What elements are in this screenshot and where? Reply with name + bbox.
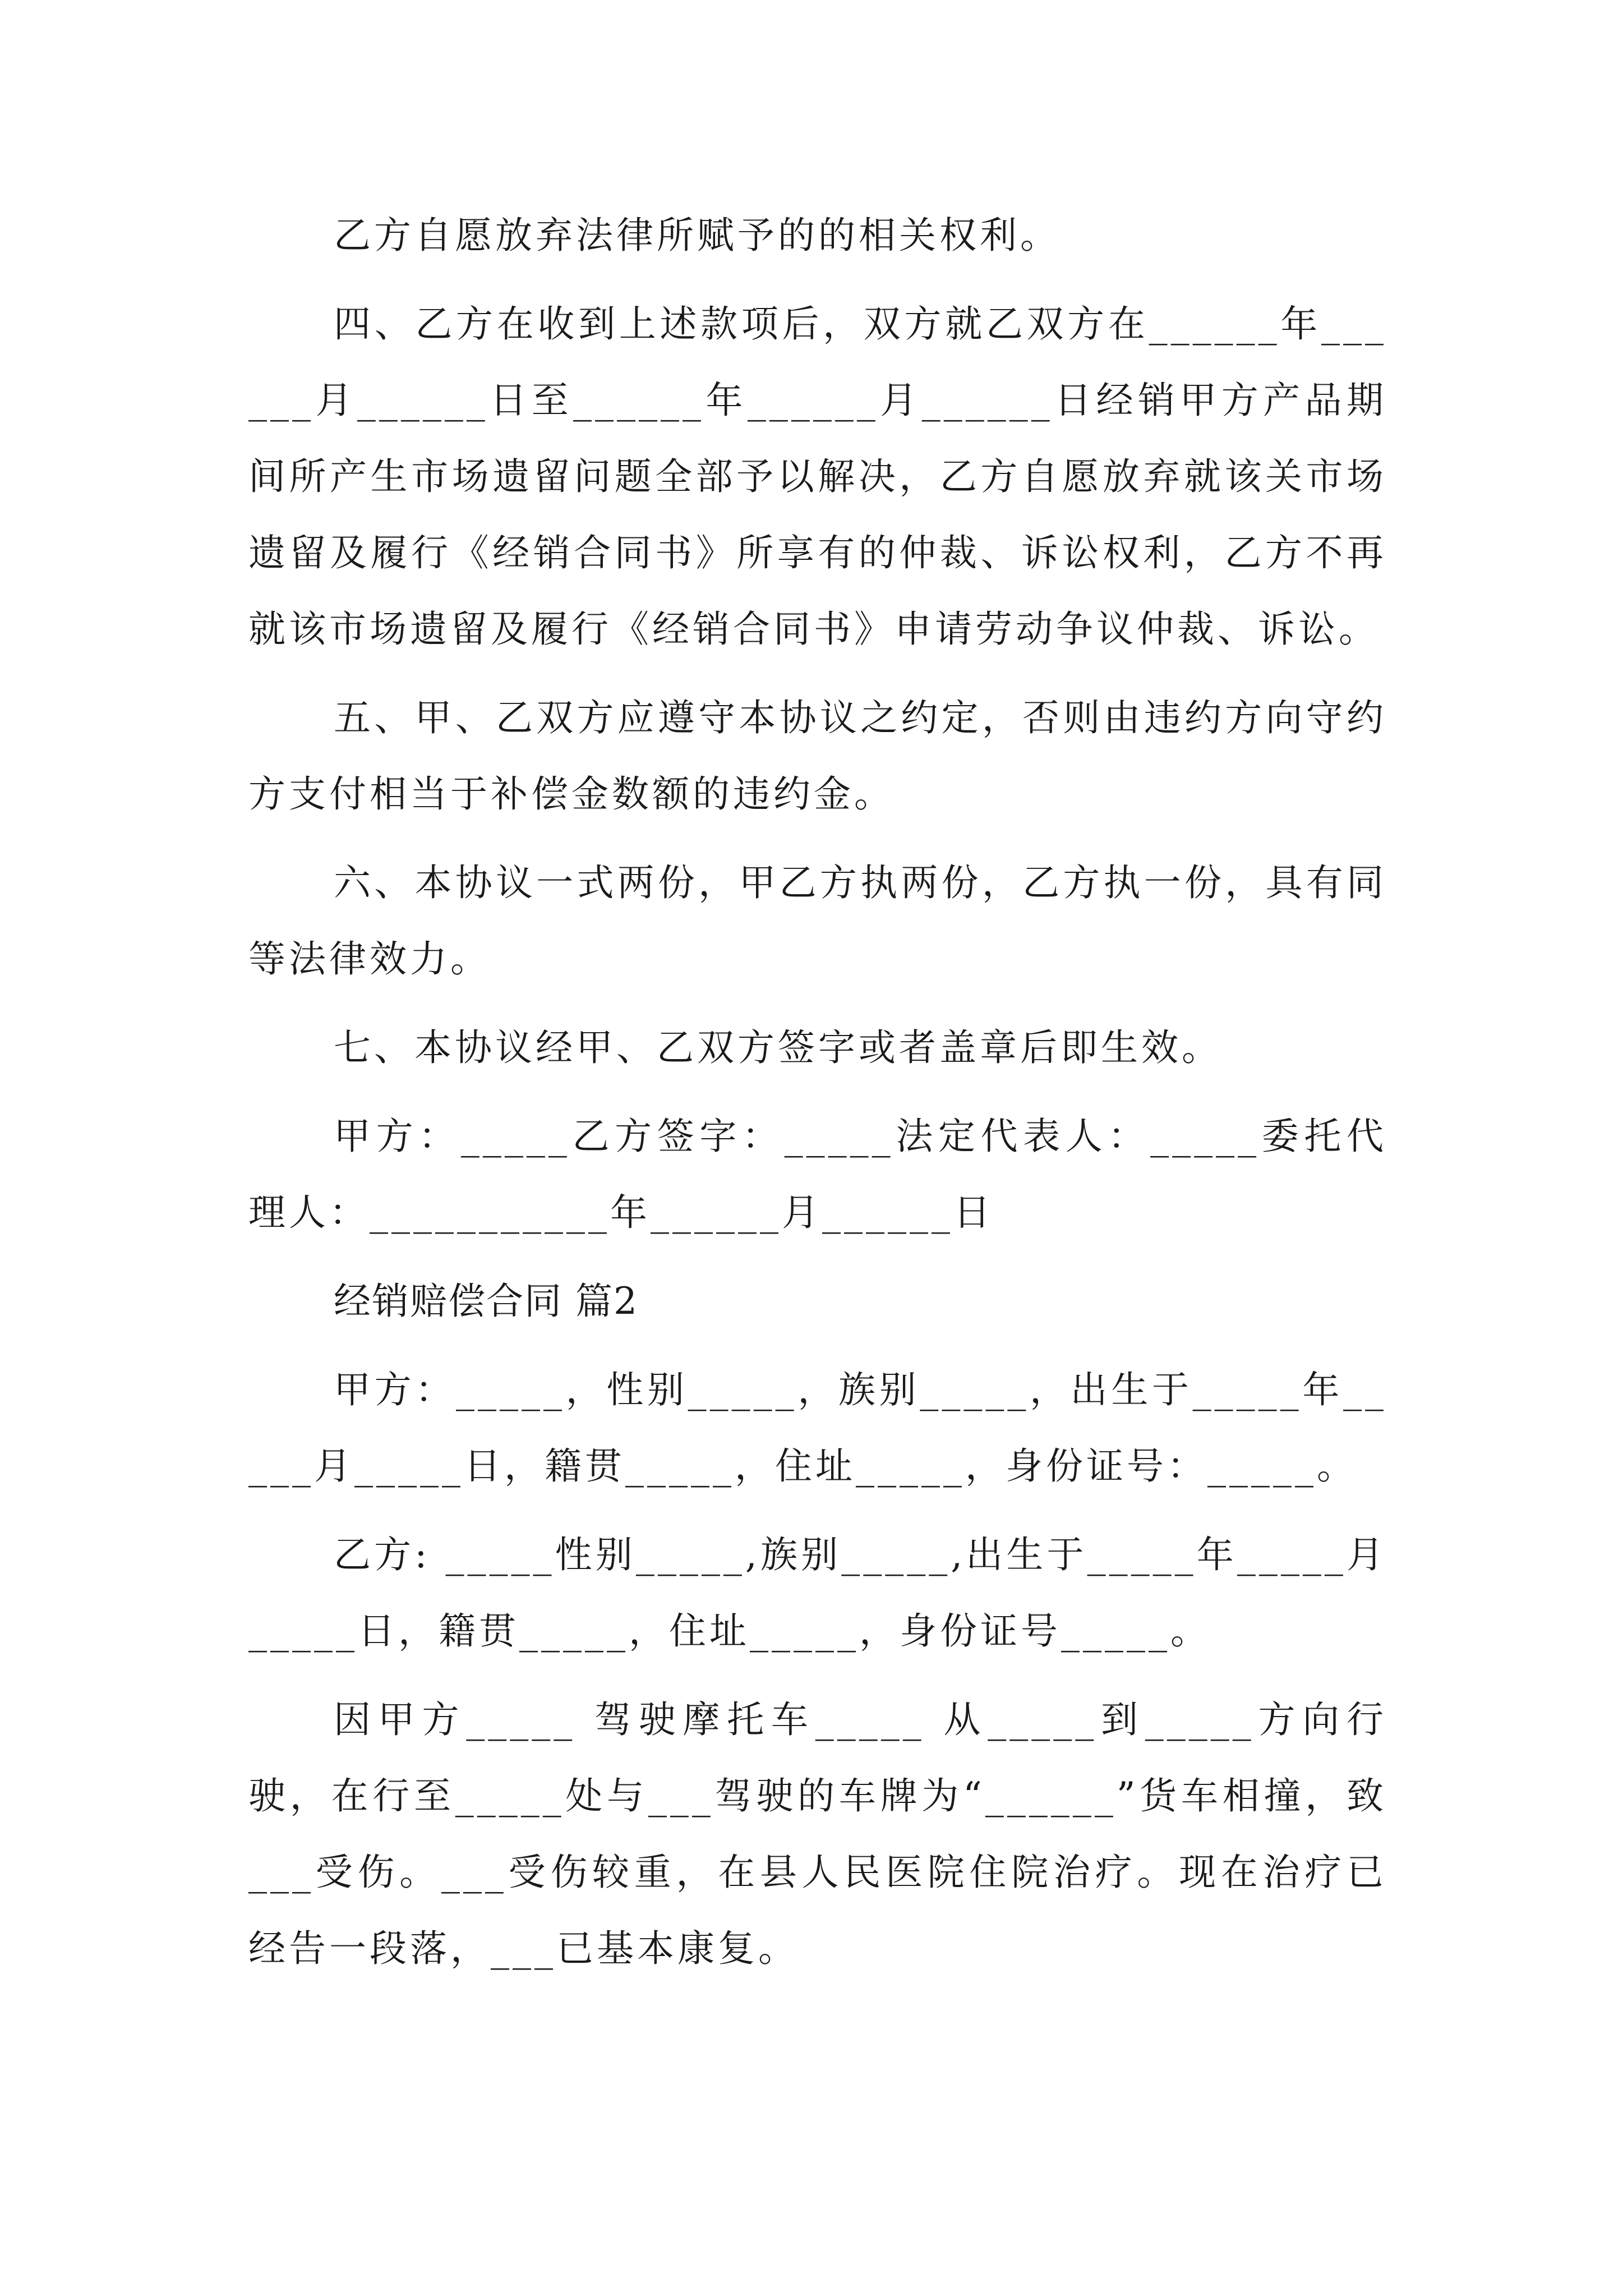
document-page xyxy=(248,197,1387,1999)
party-b-info: 乙方: _____性别_____,族别_____,出生于_____年_____月_____日，籍贯_____，住址_____，身份证号_____。 xyxy=(248,1533,1387,1653)
party-a-info: 甲方：_____，性别_____，族别_____，出生于_____年_____月_____日，籍贯_____，住址_____，身份证号：_____。 xyxy=(248,1368,1387,1488)
paragraph-incident: 因甲方_____ 驾驶摩托车_____ 从_____到_____方向行驶，在行至_____处与___驾驶的车牌为“______”货车相撞，致___受伤。___受伤较重，在县人民医院住院治疗。现在治疗已经告一段落，___已基本康复。 xyxy=(248,1698,1387,1970)
paragraph-clause-6: 六、本协议一式两份，甲乙方执两份，乙方执一份，具有同等法律效力。 xyxy=(248,861,1387,981)
paragraph-clause-4: 四、乙方在收到上述款项后，双方就乙双方在______年______月______日至______年______月______日经销甲方产品期间所产生市场遗留问题全部予以解决，乙方自愿放弃就该关市场遗留及履行《经销合同书》所享有的仲裁、诉讼权利，乙方不再就该市场遗留及履行《经销合同书》申请劳动争议仲裁、诉讼。 xyxy=(248,302,1387,651)
signature-block: 甲方：_____乙方签字：_____法定代表人：_____委托代理人：___________年______月______日 xyxy=(248,1115,1387,1234)
section-heading: 经销赔偿合同 篇2 xyxy=(334,1280,638,1323)
paragraph-clause-7: 七、本协议经甲、乙双方签字或者盖章后即生效。 xyxy=(334,1026,1222,1069)
paragraph-waiver: 乙方自愿放弃法律所赋予的的相关权利。 xyxy=(334,214,1061,257)
paragraph-clause-5: 五、甲、乙双方应遵守本协议之约定，否则由违约方向守约方支付相当于补偿金数额的违约金。 xyxy=(248,696,1387,816)
